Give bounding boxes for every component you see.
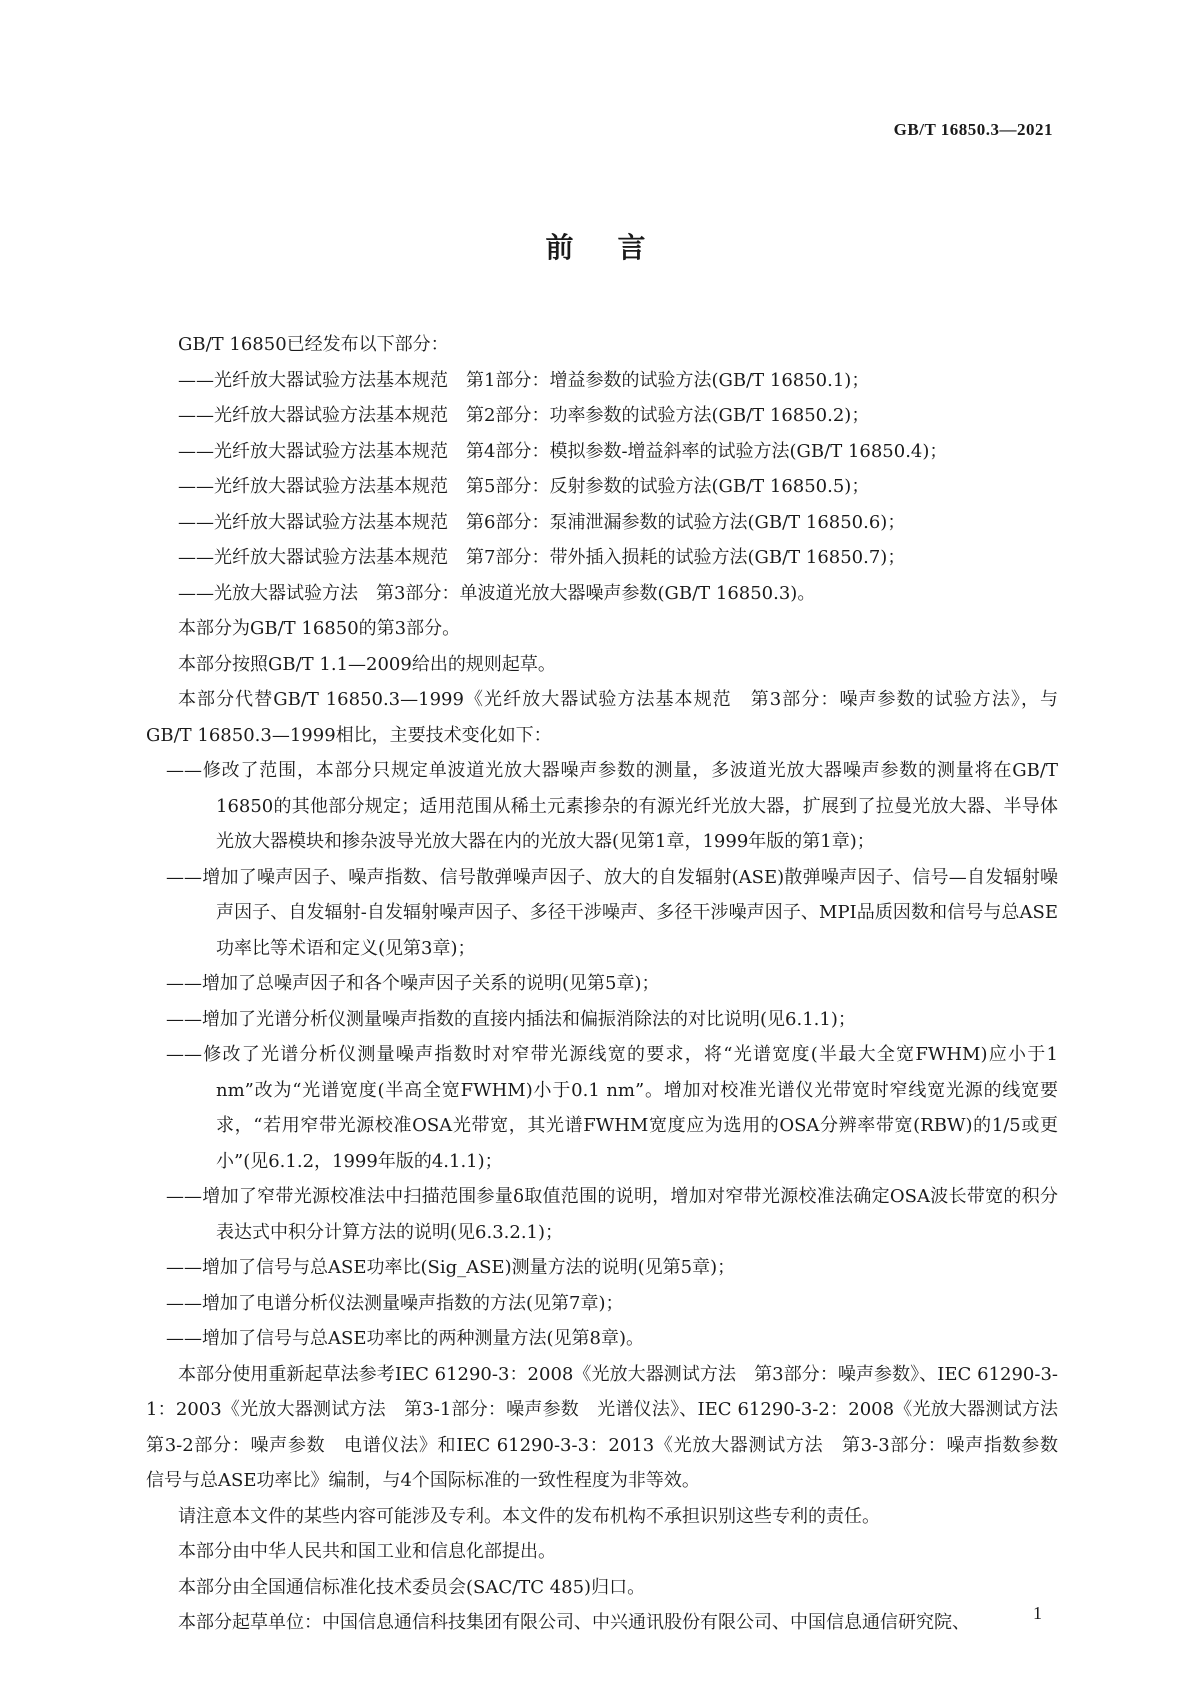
patent-notice: 请注意本文件的某些内容可能涉及专利。本文件的发布机构不承担识别这些专利的责任。 bbox=[178, 1505, 880, 1527]
replaces-paragraph: 本部分代替GB/T 16850.3—1999《光纤放大器试验方法基本规范 第3部分：噪声参数的试验方法》，与GB/T 16850.3—1999相比，主要技术变化如下： bbox=[146, 689, 1058, 746]
drafters-statement: 本部分起草单位：中国信息通信科技集团有限公司、中兴通讯股份有限公司、中国信息通信研究院、 bbox=[178, 1612, 970, 1633]
standard-code: GB/T 16850.3—2021 bbox=[893, 120, 1053, 139]
change-item: ——修改了光谱分析仪测量噪声指数时对窄带光源线宽的要求，将“光谱宽度(半最大全宽FWHM)应小于1 nm”改为“光谱宽度(半高全宽FWHM)小于0.1 nm”。增加对校准光谱仪光带宽时窄线宽光源的线宽要求，“若用窄带光源校准OSA光带宽，其光谱FWHM宽度应为选用的OSA分辨率带宽(RBW)的1/5或更小”(见6.1.2，1999年版的4.1.1)； bbox=[166, 1044, 1058, 1172]
change-item: ——增加了电谱分析仪法测量噪声指数的方法(见第7章)； bbox=[166, 1292, 624, 1314]
change-item: ——增加了信号与总ASE功率比(Sig_ASE)测量方法的说明(见第5章)； bbox=[166, 1257, 736, 1278]
change-item: ——增加了噪声因子、噪声指数、信号散弹噪声因子、放大的自发辐射(ASE)散弹噪声因子、信号—自发辐射噪声因子、自发辐射-自发辐射噪声因子、多径干涉噪声、多径干涉噪声因子、MPI品质因数和信号与总ASE功率比等术语和定义(见第3章)； bbox=[166, 866, 1058, 959]
drafting-rule: 本部分按照GB/T 1.1—2009给出的规则起草。 bbox=[178, 653, 556, 675]
part-statement: 本部分为GB/T 16850的第3部分。 bbox=[178, 618, 461, 639]
foreword-body bbox=[146, 327, 1077, 1641]
committee-statement: 本部分由全国通信标准化技术委员会(SAC/TC 485)归口。 bbox=[178, 1576, 646, 1598]
page-title bbox=[0, 226, 1191, 266]
change-item: ——增加了光谱分析仪测量噪声指数的直接内插法和偏振消除法的对比说明(见6.1.1)； bbox=[166, 1008, 856, 1030]
published-part-item: ——光纤放大器试验方法基本规范 第2部分：功率参数的试验方法(GB/T 16850.2)； bbox=[178, 405, 870, 426]
published-part-item: ——光纤放大器试验方法基本规范 第1部分：增益参数的试验方法(GB/T 16850.1)； bbox=[178, 369, 870, 391]
proposer-statement: 本部分由中华人民共和国工业和信息化部提出。 bbox=[178, 1541, 556, 1562]
change-item: ——增加了信号与总ASE功率比的两种测量方法(见第8章)。 bbox=[166, 1328, 644, 1349]
change-item: ——增加了窄带光源校准法中扫描范围参量δ取值范围的说明，增加对窄带光源校准法确定OSA波长带宽的积分表达式中积分计算方法的说明(见6.3.2.1)； bbox=[166, 1186, 1058, 1243]
title-char-2: 言 bbox=[617, 231, 646, 264]
reference-paragraph: 本部分使用重新起草法参考IEC 61290-3：2008《光放大器测试方法 第3部分：噪声参数》、IEC 61290-3-1：2003《光放大器测试方法 第3-1部分：噪声参数 光谱仪法》、IEC 61290-3-2：2008《光放大器测试方法 第3-2部分：噪声参数 电谱仪法》和IEC 61290-3-3：2013《光放大器测试方法 第3-3部分：噪声指数参数 信号与总ASE功率比》编制，与4个国际标准的一致性程度为非等效。 bbox=[146, 1363, 1077, 1491]
page-number: 1 bbox=[1033, 1603, 1042, 1623]
published-part-item: ——光放大器试验方法 第3部分：单波道光放大器噪声参数(GB/T 16850.3)。 bbox=[178, 582, 816, 604]
published-part-item: ——光纤放大器试验方法基本规范 第7部分：带外插入损耗的试验方法(GB/T 16850.7)； bbox=[178, 547, 906, 568]
title-char-1: 前 bbox=[545, 231, 574, 264]
published-part-item: ——光纤放大器试验方法基本规范 第5部分：反射参数的试验方法(GB/T 16850.5)； bbox=[178, 476, 870, 497]
change-item: ——修改了范围，本部分只规定单波道光放大器噪声参数的测量，多波道光放大器噪声参数的测量将在GB/T 16850的其他部分规定；适用范围从稀土元素掺杂的有源光纤光放大器，扩展到了拉曼光放大器、半导体光放大器模块和掺杂波导光放大器在内的光放大器(见第1章，1999年版的第1章)； bbox=[166, 760, 1058, 852]
intro-paragraph: GB/T 16850已经发布以下部分： bbox=[178, 334, 449, 355]
change-item: ——增加了总噪声因子和各个噪声因子关系的说明(见第5章)； bbox=[166, 973, 660, 994]
published-part-item: ——光纤放大器试验方法基本规范 第6部分：泵浦泄漏参数的试验方法(GB/T 16850.6)； bbox=[178, 511, 906, 533]
published-part-item: ——光纤放大器试验方法基本规范 第4部分：模拟参数-增益斜率的试验方法(GB/T 16850.4)； bbox=[178, 440, 948, 462]
